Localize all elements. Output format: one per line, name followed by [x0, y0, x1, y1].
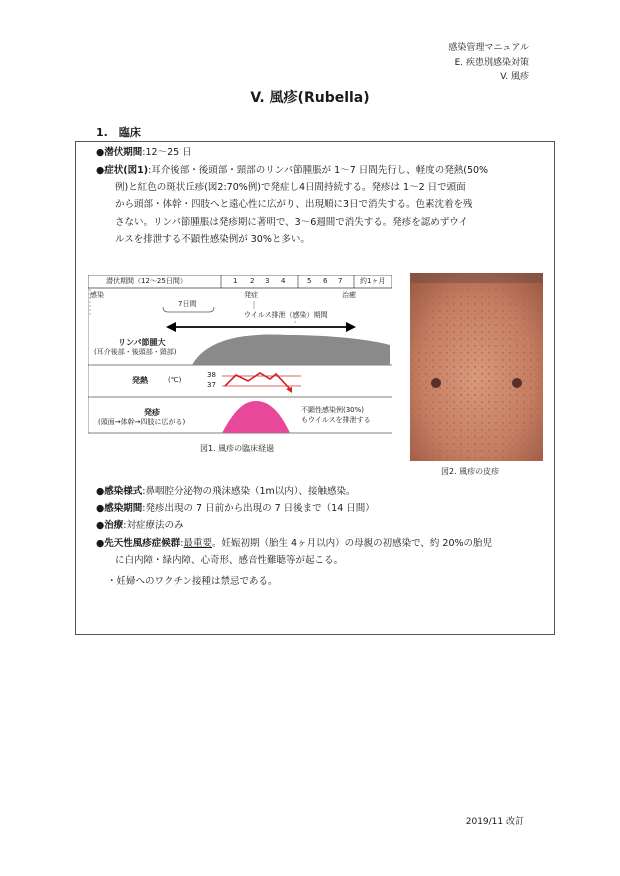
treatment-label: ●治療	[96, 520, 124, 531]
onset-label: 発症	[244, 291, 258, 299]
rash-area	[222, 401, 290, 433]
crs-line2: に白内障・緑内障、心奇形、感音性難聴等が起こる。	[115, 555, 344, 566]
period-text: :発疹出現の 7 日前から出現の 7 日後まで（14 日間）	[142, 503, 375, 514]
clinical-course-figure	[88, 275, 392, 440]
subclinical-note-1: 不顕性感染例(30%)	[301, 406, 365, 414]
symptoms-line4: さない。リンパ節腫脹は発疹期に著明で、3～6週間で消失する。発疹を認めずウイ	[115, 216, 468, 228]
symptoms-label: ●症状(図1)	[96, 165, 149, 176]
crs-line2-row	[115, 552, 343, 569]
fever-unit: (℃)	[168, 376, 182, 384]
transmission-text: :鼻咽腔分泌物の飛沫感染（1m以内）、接触感染。	[142, 486, 356, 497]
incubation-period-label: 潜伏期間（12～25日間）	[106, 277, 187, 285]
nipple-right	[512, 378, 522, 388]
vaccine-note-text: ・妊婦へのワクチン接種は禁忌である。	[107, 576, 278, 587]
lymph-sublabel: (耳介後部・後頭部・頸部)	[94, 348, 177, 356]
vaccine-note	[107, 573, 278, 590]
crs-emphasis: 最重要	[183, 538, 213, 549]
rash-photo	[410, 273, 543, 461]
header-manual: 感染管理マニュアル	[448, 43, 529, 53]
subclinical-note-2: もウイルスを排泄する	[301, 416, 371, 424]
fever-curve	[225, 373, 290, 389]
symptoms-line1: :耳介後部・後頭部・頸部のリンパ節腫脹が 1～7 日間先行し、軽度の発熱(50%	[148, 165, 489, 176]
arrow-head-right	[346, 322, 356, 332]
document-header	[448, 41, 529, 85]
day-3: 3	[265, 277, 270, 285]
crs-colon: :	[180, 538, 184, 549]
figure1-caption: 図1. 風疹の臨床経過	[200, 444, 275, 453]
seven-days-label: 7日間	[178, 300, 197, 308]
crs-line1: 。妊娠初期（胎生 4ヶ月以内）の母親の初感染で、約 20%の胎児	[212, 538, 493, 549]
crs-label: ●先天性風疹症候群	[96, 538, 181, 549]
virus-shed-label: ウイルス排泄（感染）期間	[244, 311, 328, 319]
crs-item	[96, 535, 536, 552]
lymph-label: リンパ節腫大	[118, 338, 166, 347]
nipple-left	[431, 378, 441, 388]
section-heading: 1. 臨床	[96, 126, 141, 139]
cure-label: 治癒	[342, 291, 356, 299]
symptoms-item	[96, 162, 532, 248]
symptoms-line5: ルスを排泄する不顕性感染例が 30%と多い。	[115, 233, 310, 245]
temp-37-label: 37	[207, 381, 216, 389]
infection-label: 感染	[90, 291, 104, 299]
treatment-text: :対症療法のみ	[123, 520, 184, 531]
rash-photo-image	[410, 273, 543, 461]
lymph-swelling-area	[192, 335, 390, 365]
symptoms-line2: 例)と紅色の斑状丘疹(図2:70%例)で発症し4日間持続する。発疹は 1～2 日で頭面	[115, 182, 466, 194]
day-1: 1	[233, 277, 238, 285]
symptoms-line3: から頭部・体幹・四肢へと遠心性に広がり、出現順に3日で消失する。色素沈着を残	[115, 199, 473, 211]
temp-38-label: 38	[207, 371, 216, 379]
day-7: 7	[338, 277, 343, 285]
day-5: 5	[307, 277, 312, 285]
arrow-head-left	[166, 322, 176, 332]
figure2-caption: 図2. 風疹の皮疹	[441, 467, 500, 476]
transmission-label: ●感染様式	[96, 486, 143, 497]
day-4: 4	[281, 277, 286, 285]
treatment-item	[96, 517, 184, 534]
transmission-item	[96, 483, 356, 500]
rash-label: 発疹	[144, 408, 160, 417]
header-chapter: E. 疾患別感染対策	[454, 57, 529, 68]
period-label: ●感染期間	[96, 503, 143, 514]
one-month-label: 約1ヶ月	[360, 277, 386, 285]
rash-sublabel: (頭面→体幹→四肢に広がる)	[98, 418, 186, 426]
header-section: V. 風疹	[500, 72, 529, 82]
incubation-text: :12～25 日	[142, 147, 192, 158]
incubation-item	[96, 144, 192, 161]
fever-label: 発熱	[132, 376, 148, 385]
page-title: V. 風疹(Rubella)	[250, 90, 370, 106]
incubation-label: ●潜伏期間	[96, 147, 143, 158]
revision-date: 2019/11 改訂	[465, 817, 524, 827]
day-2: 2	[250, 277, 255, 285]
day-6: 6	[323, 277, 328, 285]
period-item	[96, 500, 375, 517]
